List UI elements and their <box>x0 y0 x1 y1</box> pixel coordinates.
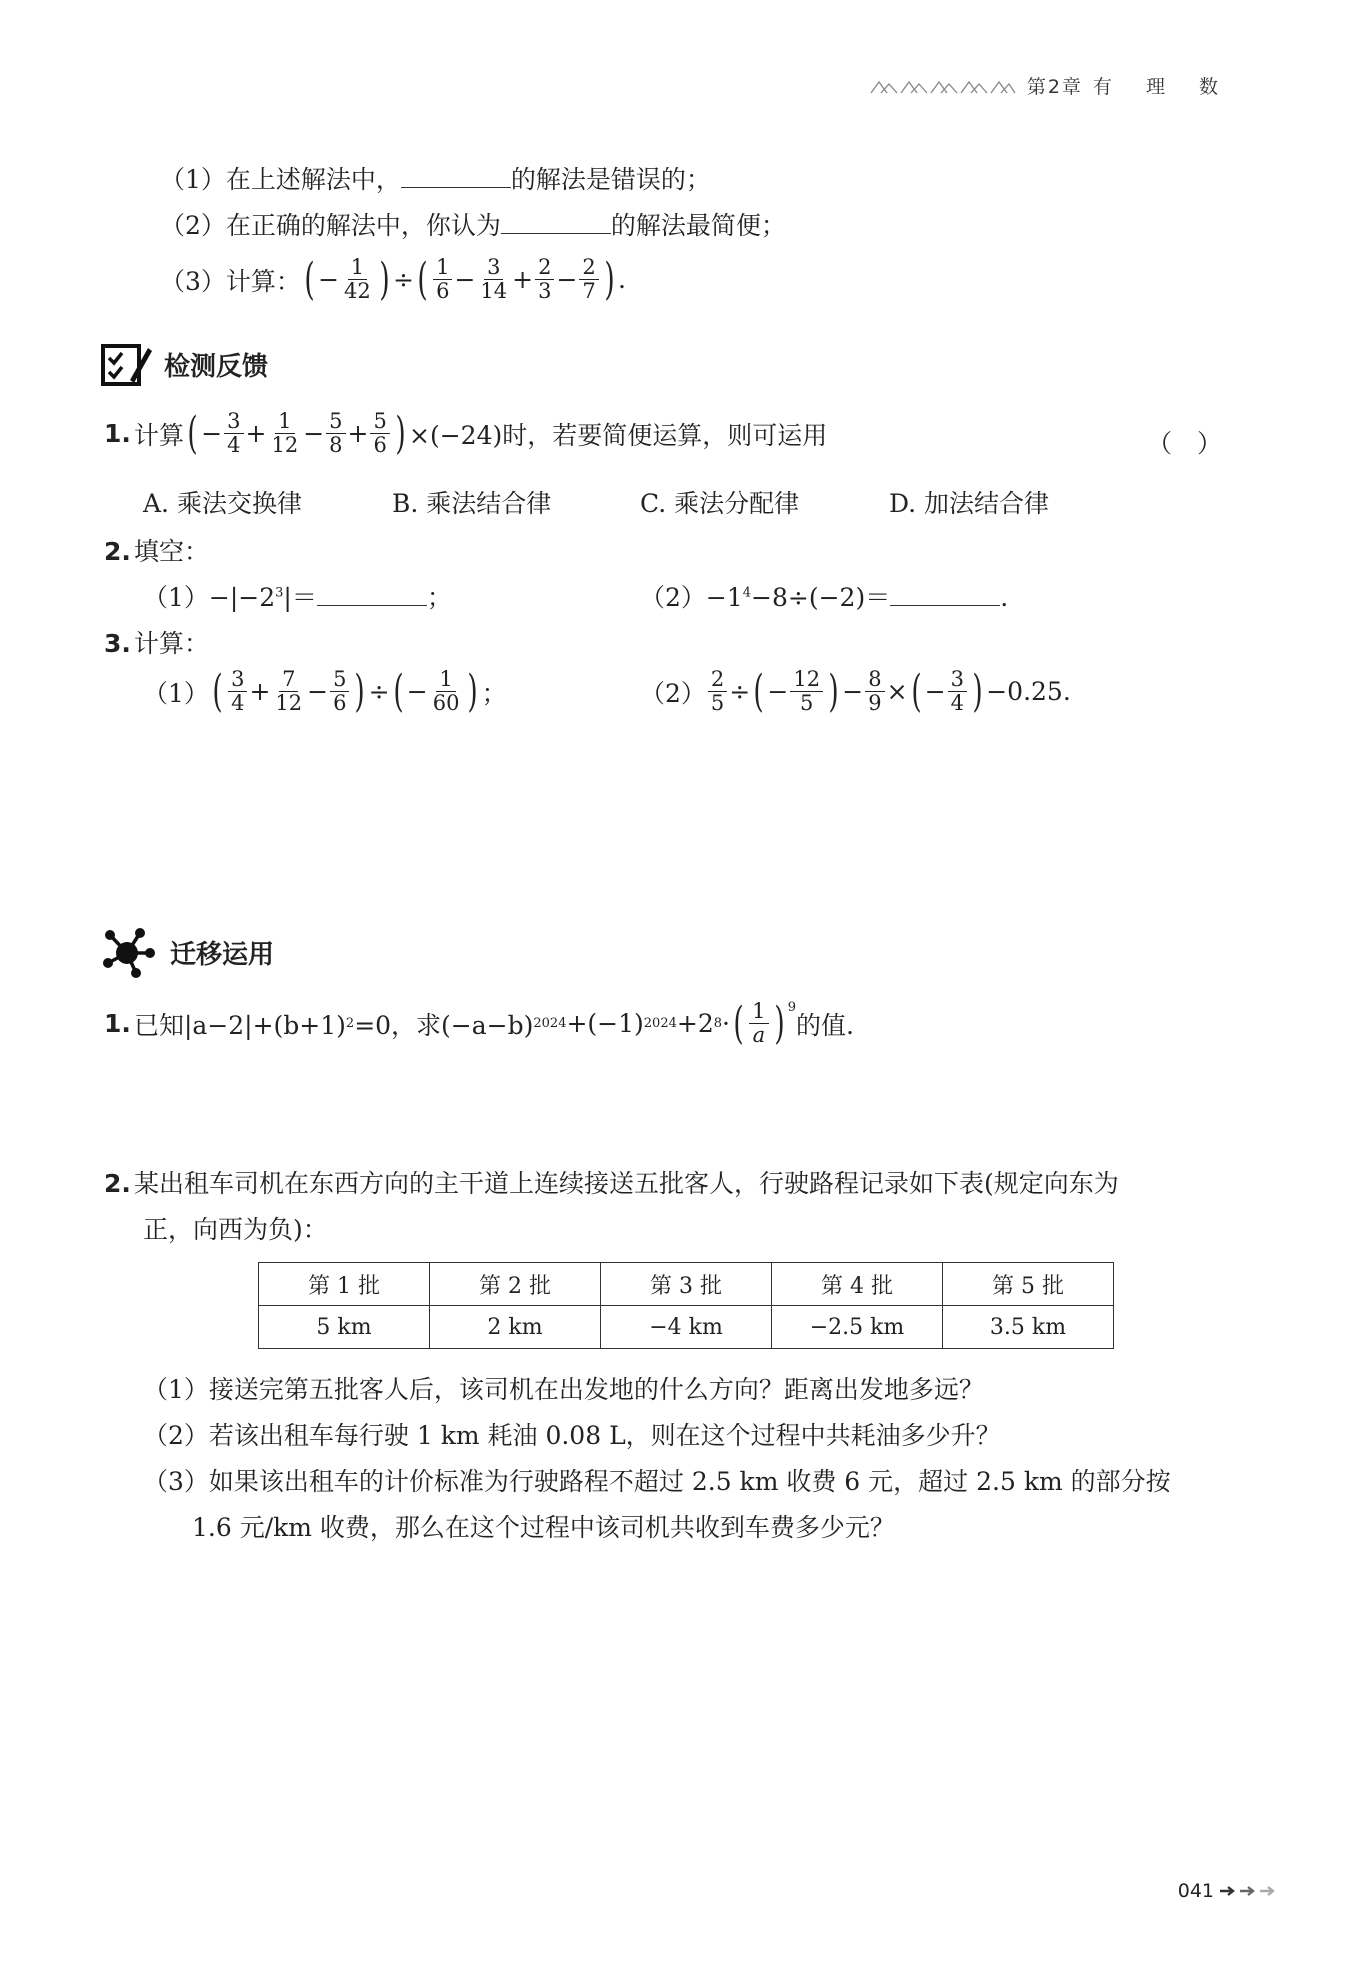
fraction: $\frac{2}{5}$ <box>708 668 727 715</box>
answer-bracket[interactable]: （ ） <box>1146 429 1222 458</box>
problem-3-part-1: （1） ( $\frac{3}{4}$ + $\frac{7}{12}$ − $\frac{5}{6}$ ) ÷ ( − $\frac{1}{60}$ ) ； <box>143 665 507 717</box>
fraction: $\frac{1}{42}$ <box>344 255 371 304</box>
problem-text: 正，向西为负)： <box>143 1215 328 1244</box>
table-row <box>259 1306 1114 1349</box>
problem-text: 某出租车司机在东西方向的主干道上连续接送五批客人，行驶路程记录如下表(规定向东为 <box>134 1169 1119 1198</box>
checklist-pen-icon <box>100 340 152 388</box>
question-text: （1）在上述解法中， <box>160 165 401 194</box>
question-text: （2）在正确的解法中，你认为 <box>160 211 501 240</box>
table-header-cell: 第 3 批 <box>601 1263 772 1306</box>
table-cell: 2 km <box>430 1306 601 1349</box>
problem-2 <box>104 532 209 568</box>
fraction: $\frac{1}{a}$ <box>749 1000 768 1047</box>
question-text: （3）计算： <box>160 266 301 296</box>
section-title: 检测反馈 <box>164 351 269 382</box>
question-2 <box>160 206 786 242</box>
fraction: $\frac{1}{6}$ <box>433 256 452 303</box>
page-number-text: 041 <box>1177 1880 1214 1902</box>
transfer-problem-2 <box>104 1164 1119 1200</box>
table-row <box>259 1263 1114 1306</box>
table-cell: −4 km <box>601 1306 772 1349</box>
fraction: $\frac{3}{4}$ <box>948 668 967 715</box>
option-c[interactable]: C. 乘法分配律 <box>640 489 800 518</box>
table-header-cell: 第 5 批 <box>943 1263 1114 1306</box>
problem-2-part-2: $(2)-1^4-8\div(-2)=$ . <box>640 583 1009 612</box>
answer-blank[interactable] <box>317 583 427 606</box>
fraction: $\frac{12}{5}$ <box>790 668 823 715</box>
problem-3 <box>104 624 209 660</box>
option-a[interactable]: A. 乘法交换律 <box>143 489 302 518</box>
sub-question-3-cont: 1.6 元/km 收费，那么在这个过程中该司机共收到车费多少元？ <box>192 1513 895 1542</box>
arrows-icon <box>1218 1884 1280 1898</box>
problem-number: 2. <box>104 1169 131 1198</box>
transfer-problem-1: 1. 已知|a−2|+(b+1) 2 =0，求(−a−b) 2024 +(−1) 2024 +2 8 · ( $\frac{1}{a}$ ) $^9$ 的值. <box>104 997 854 1049</box>
fraction: $\frac{5}{6}$ <box>330 668 349 715</box>
answer-blank[interactable] <box>890 583 1000 606</box>
table-cell: 5 km <box>259 1306 430 1349</box>
table-cell: 3.5 km <box>943 1306 1114 1349</box>
fraction: $\frac{3}{14}$ <box>480 255 508 304</box>
mountain-decoration-icon <box>869 78 1017 94</box>
section-heading-feedback <box>100 340 268 388</box>
sub-question-2: （2）若该出租车每行驶 1 km 耗油 0.08 L，则在这个过程中共耗油多少升？ <box>143 1421 1001 1450</box>
fraction: $\frac{7}{12}$ <box>275 667 303 716</box>
molecule-icon <box>100 925 158 979</box>
page-number <box>1178 1880 1280 1902</box>
question-text: 的解法是错误的； <box>510 165 711 194</box>
problem-2-part-1: $(1)-|-2^3|=$ ； <box>143 583 452 612</box>
problem-number: 2. <box>104 537 131 566</box>
chapter-title: 有 理 数 <box>1092 76 1232 98</box>
option-d[interactable]: D. 加法结合律 <box>889 489 1050 518</box>
problem-text: 计算 <box>134 420 185 450</box>
question-1 <box>160 160 711 196</box>
fraction: $\frac{8}{9}$ <box>865 668 884 715</box>
fraction: $\frac{1}{12}$ <box>271 409 299 458</box>
problem-3-part-2: （2） $\frac{2}{5}$ ÷ ( − $\frac{12}{5}$ ) − $\frac{8}{9}$ × ( − $\frac{3}{4}$ ) −0.25. <box>640 665 1071 717</box>
problem-text: 计算： <box>134 629 210 658</box>
fraction: $\frac{1}{60}$ <box>432 667 460 716</box>
sub-question-1: （1）接送完第五批客人后，该司机在出发地的什么方向？距离出发地多远？ <box>143 1375 984 1404</box>
problem-text: 填空： <box>134 537 210 566</box>
section-title: 迁移运用 <box>170 939 275 970</box>
question-3: （3）计算： ( − $\frac{1}{42}$ ) ÷ ( $\frac{1}{6}$ − $\frac{3}{14}$ + $\frac{2}{3}$ − $\frac{2}{7}$ ) . <box>160 253 626 305</box>
fraction: $\frac{2}{7}$ <box>579 256 598 303</box>
trip-table <box>258 1262 1114 1349</box>
table-header-cell: 第 1 批 <box>259 1263 430 1306</box>
question-text: 的解法最简便； <box>610 211 786 240</box>
section-heading-transfer <box>100 925 274 979</box>
fraction: $\frac{2}{3}$ <box>535 256 554 303</box>
fraction: $\frac{5}{8}$ <box>326 410 345 457</box>
fraction: $\frac{5}{6}$ <box>370 410 389 457</box>
problem-number: 1. <box>104 1009 131 1039</box>
problem-number: 1. <box>104 419 131 449</box>
problem-text: ×(−24)时，若要简便运算，则可运用 <box>409 420 828 450</box>
page-header <box>869 72 1232 99</box>
problem-number: 3. <box>104 629 131 658</box>
fraction: $\frac{3}{4}$ <box>224 410 243 457</box>
sub-question-3: （3）如果该出租车的计价标准为行驶路程不超过 2.5 km 收费 6 元，超过 2.5 km 的部分按 <box>143 1467 1171 1496</box>
answer-blank[interactable] <box>401 165 511 188</box>
option-b[interactable]: B. 乘法结合律 <box>392 489 552 518</box>
table-cell: −2.5 km <box>772 1306 943 1349</box>
table-header-cell: 第 4 批 <box>772 1263 943 1306</box>
table-header-cell: 第 2 批 <box>430 1263 601 1306</box>
fraction: $\frac{3}{4}$ <box>228 668 247 715</box>
chapter-label: 第2章 <box>1026 76 1083 98</box>
problem-1: 1. 计算 ( − $\frac{3}{4}$ + $\frac{1}{12}$ − $\frac{5}{8}$ + $\frac{5}{6}$ ) ×(−24)时，若要简便运算，则可运用 <box>104 407 828 459</box>
answer-blank[interactable] <box>501 211 611 234</box>
